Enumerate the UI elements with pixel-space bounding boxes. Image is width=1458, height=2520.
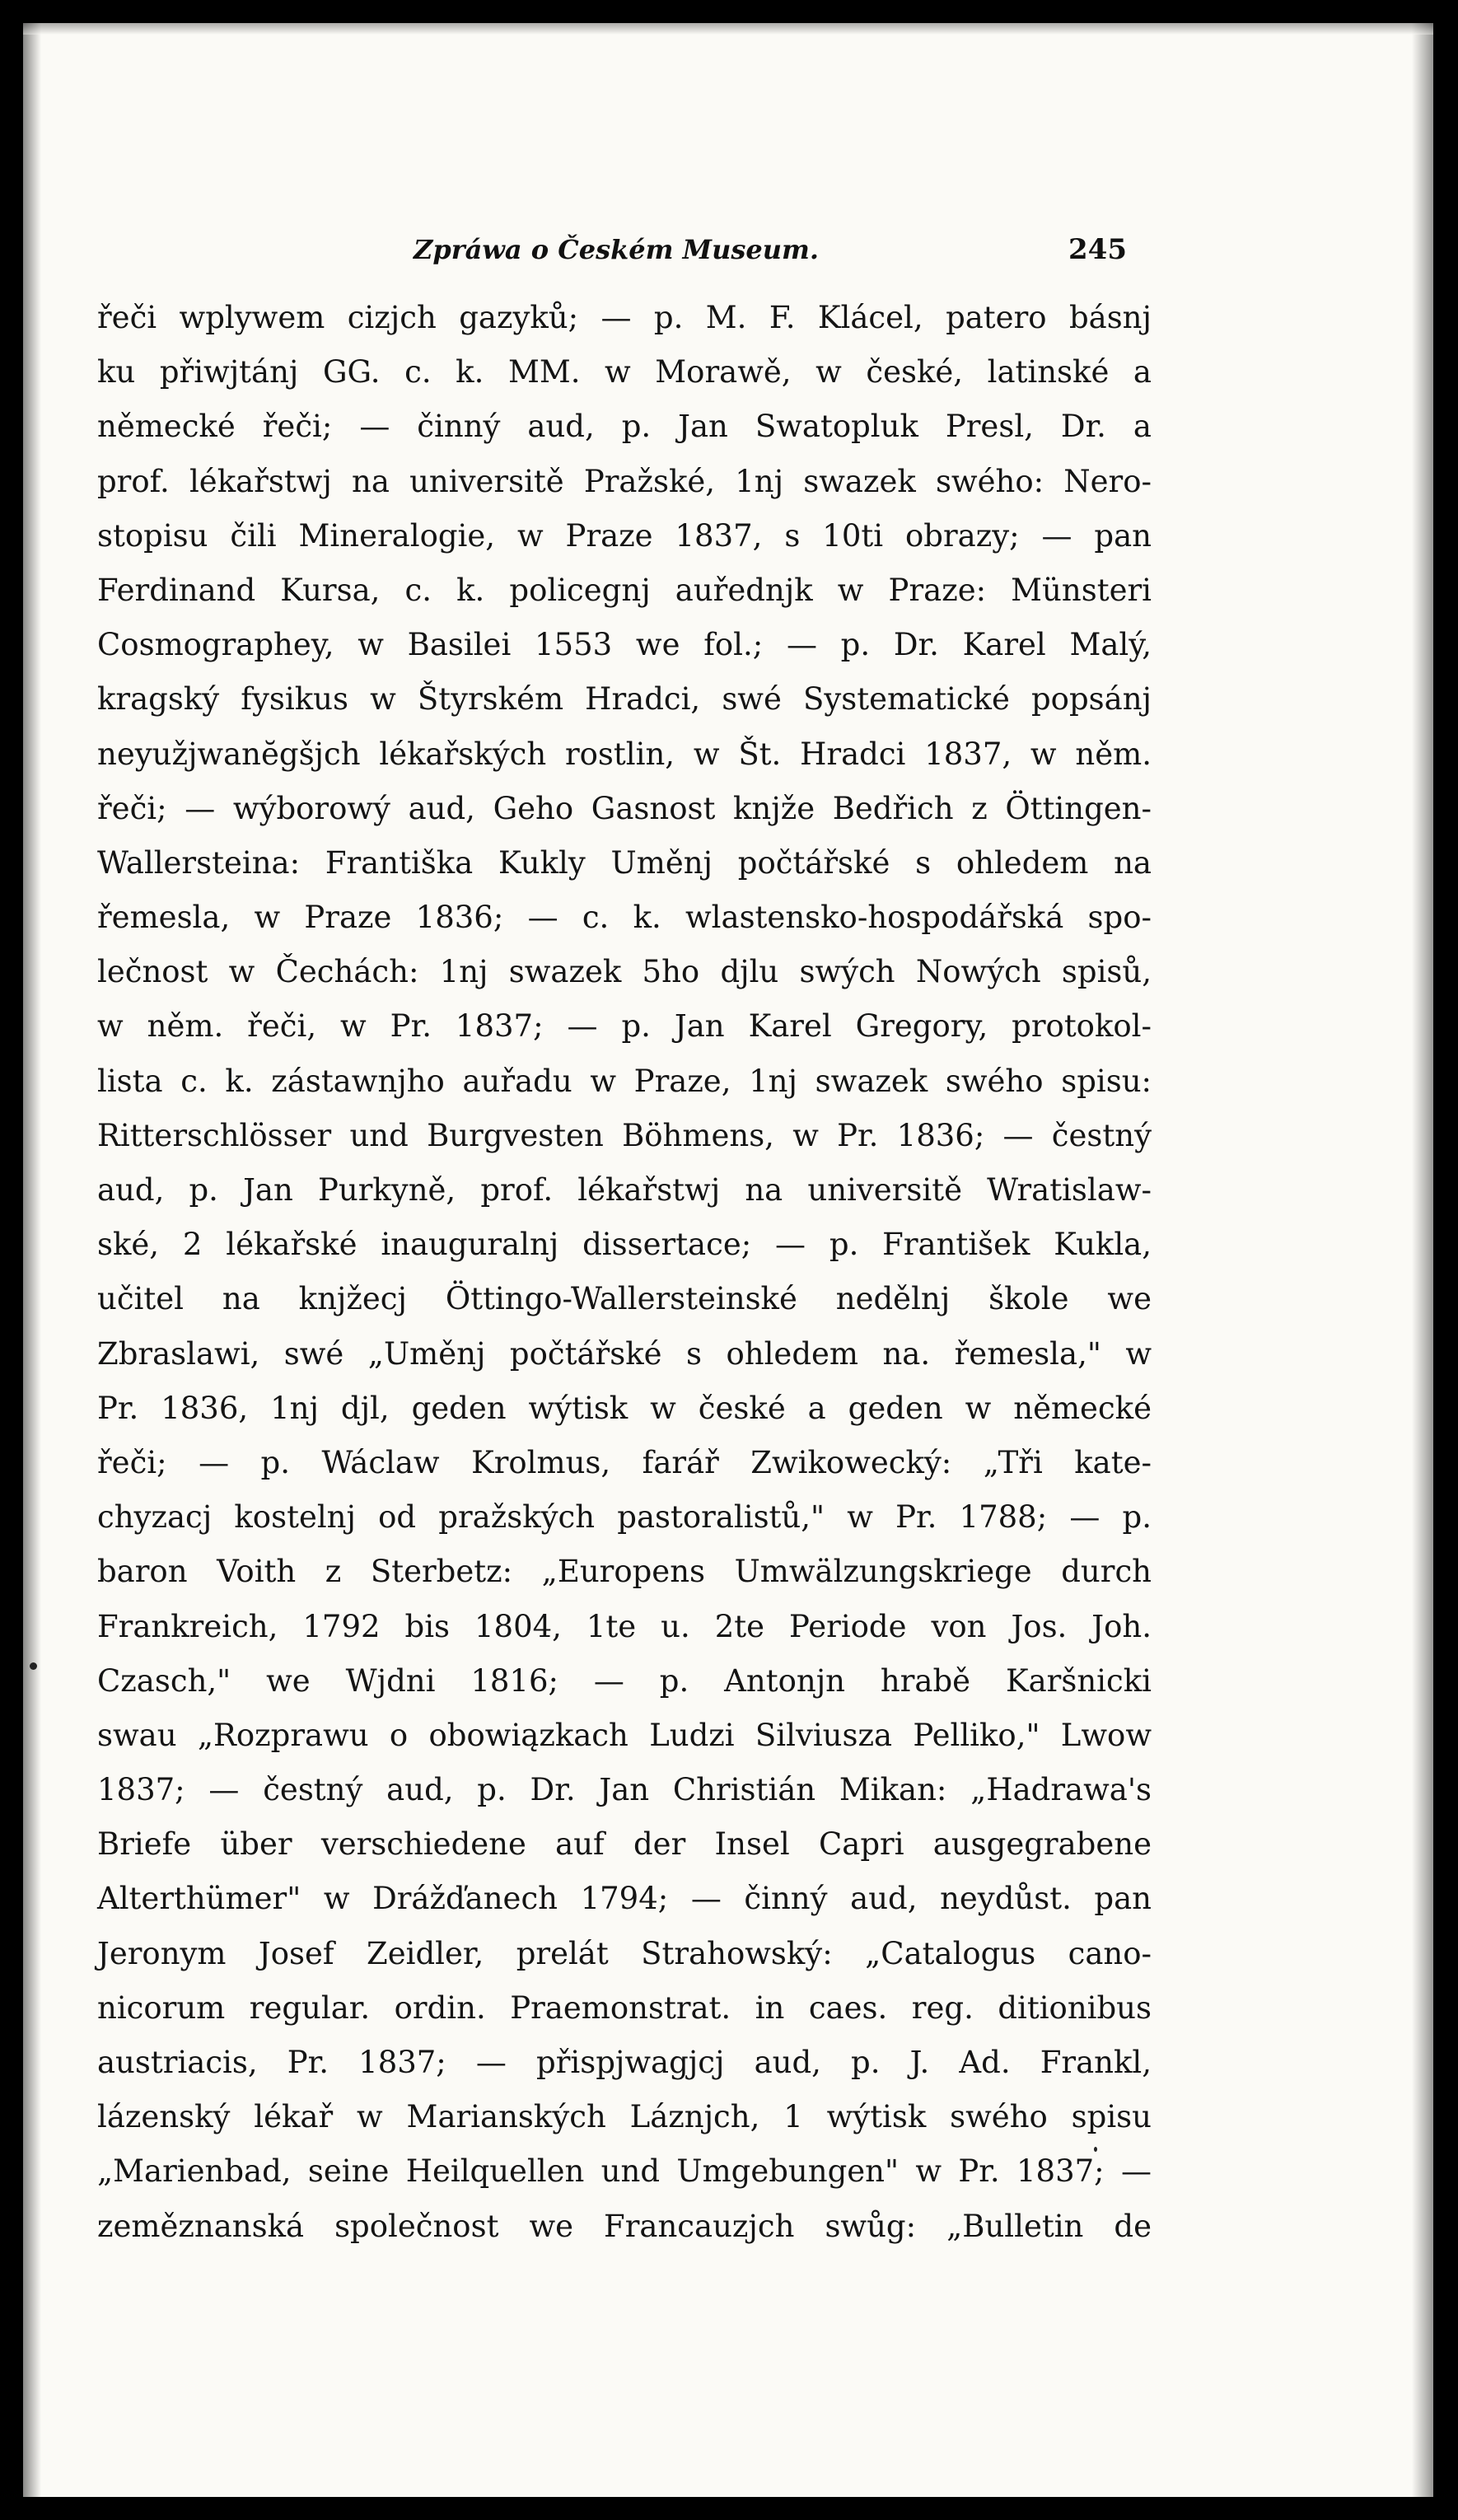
text-line: w něm. řeči, w Pr. 1837; — p. Jan Karel Gregory, protokol- (97, 1008, 1152, 1045)
text-line: Czasch," we Wjdni 1816; — p. Antonjn hrabě Karšnicki (97, 1662, 1152, 1699)
scan-shadow-top (23, 23, 1433, 35)
text-line: aud, p. Jan Purkyně, prof. lékařstwj na universitě Wratislaw- (97, 1172, 1152, 1208)
text-line: řemesla, w Praze 1836; — c. k. wlastensko-hospodářská spo- (97, 900, 1152, 936)
body-text (97, 291, 1152, 2254)
text-line: učitel na knjžecj Öttingo-Wallersteinské nedělnj škole we (97, 1281, 1152, 1317)
text-line: Zbraslawi, swé „Uměnj počtářské s ohledem na. řemesla," w (97, 1335, 1152, 1372)
text-line: ku přiwjtánj GG. c. k. MM. w Morawě, w české, latinské a (97, 354, 1152, 390)
text-line: neyužjwanĕgšjch lékařských rostlin, w Št. Hradci 1837, w něm. (97, 736, 1152, 772)
text-line: německé řeči; — činný aud, p. Jan Swatopluk Presl, Dr. a (97, 409, 1152, 445)
text-line: kragský fysikus w Štyrském Hradci, swé Systematické popsánj (97, 681, 1152, 718)
scan-shadow-right (1412, 23, 1433, 2497)
text-line: řeči; — wýborowý aud, Geho Gasnost knjže Bedřich z Öttingen- (97, 790, 1152, 826)
text-line: Alterthümer" w Drážďanech 1794; — činný aud, neydůst. pan (97, 1881, 1152, 1917)
text-line: 1837; — čestný aud, p. Dr. Jan Christián Mikan: „Hadrawa's (97, 1772, 1152, 1808)
text-line: stopisu čili Mineralogie, w Praze 1837, s 10ti obrazy; — pan (97, 517, 1152, 554)
text-line: řeči; — p. Wáclaw Krolmus, farář Zwikowecký: „Tři kate- (97, 1444, 1152, 1480)
text-line: lista c. k. zástawnjho auřadu w Praze, 1nj swazek swého spisu: (97, 1063, 1152, 1099)
text-line: „Marienbad, seine Heilquellen und Umgebungen" w Pr. 1837; — (97, 2153, 1152, 2190)
text-line: Cosmographey, w Basilei 1553 we fol.; — p. Dr. Karel Malý, (97, 627, 1152, 663)
text-line: ské, 2 lékařské inauguralnj dissertace; — p. František Kukla, (97, 1227, 1152, 1263)
ink-speck (30, 1662, 37, 1670)
running-title: Zpráwa o Českém Museum. (414, 234, 819, 265)
scan-shadow-left (23, 23, 41, 2497)
text-line: Pr. 1836, 1nj djl, geden wýtisk w české a geden w německé (97, 1390, 1152, 1426)
text-line: Jeronym Josef Zeidler, prelát Strahowský: „Catalogus cano- (97, 1935, 1152, 1971)
text-line: swau „Rozprawu o obowiązkach Ludzi Silviusza Pelliko," Lwow (97, 1717, 1152, 1753)
text-line: austriacis, Pr. 1837; — přispjwagjcj aud, p. J. Ad. Frankl, (97, 2045, 1152, 2080)
text-line: baron Voith z Sterbetz: „Europens Umwälzungskriege durch (97, 1554, 1152, 1590)
text-line: chyzacj kostelnj od pražských pastoralistů," w Pr. 1788; — p. (97, 1499, 1152, 1536)
text-line: zeměznanská společnost we Francauzjch swůg: „Bulletin de (97, 2208, 1152, 2244)
text-line: řeči wplywem cizjch gazyků; — p. M. F. Klácel, patero básnj (97, 300, 1152, 335)
book-page (23, 23, 1433, 2497)
text-line: Frankreich, 1792 bis 1804, 1te u. 2te Periode von Jos. Joh. (97, 1608, 1152, 1644)
text-line: lázenský lékař w Marianských Láznjch, 1 wýtisk swého spisu (97, 2099, 1152, 2135)
text-line: prof. lékařstwj na universitě Pražské, 1nj swazek swého: Nero- (97, 463, 1152, 499)
ink-speck (1094, 2147, 1097, 2152)
text-line: Briefe über verschiedene auf der Insel Capri ausgegrabene (97, 1826, 1152, 1863)
text-line: Ritterschlösser und Burgvesten Böhmens, w Pr. 1836; — čestný (97, 1117, 1152, 1153)
page-number: 245 (1068, 233, 1127, 266)
text-line: Ferdinand Kursa, c. k. policegnj auřednjk w Praze: Münsteri (97, 572, 1152, 608)
text-line: Wallersteina: Františka Kukly Uměnj počtářské s ohledem na (97, 844, 1152, 881)
text-line: nicorum regular. ordin. Praemonstrat. in caes. reg. ditionibus (97, 1989, 1152, 2026)
text-line: lečnost w Čechách: 1nj swazek 5ho djlu swých Nowých spisů, (97, 954, 1152, 990)
running-header (105, 225, 1127, 274)
